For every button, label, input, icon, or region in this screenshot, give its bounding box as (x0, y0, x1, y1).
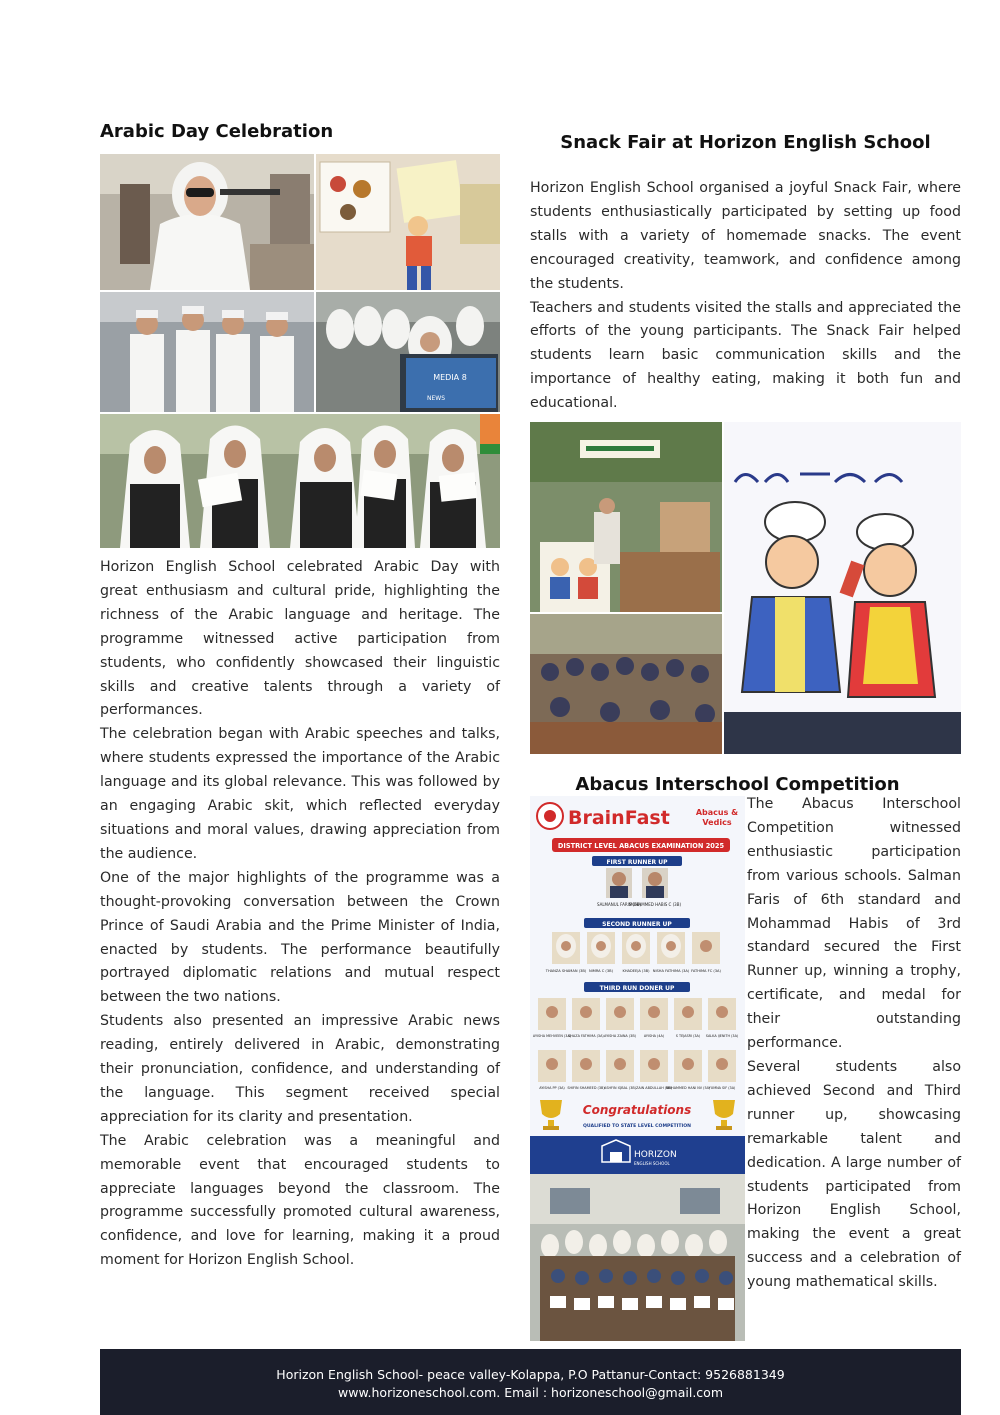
abacus-paragraph: Several students also achieved Second and Third runner up, showcasing remarkable talent and dedication. A large number of students participated from Horizon English School, making the event a great success and a celebration of young mathematical skills. (747, 1058, 961, 1291)
arabic-paragraph: Horizon English School celebrated Arabic Day with great enthusiasm and cultural pride, highlighting the richness of the Arabic language and heritage. The programme witnessed active participation from students, who confidently showcased their linguistic skills and creative talents through a variety of performances. (100, 559, 500, 719)
arabic-paragraph: The celebration began with Arabic speeches and talks, where students expressed the importance of the Arabic language and its global relevance. This was followed by an engaging Arabic skit, which reflected everyday situations and moral values, drawing appreciation from the audience. (100, 726, 500, 862)
poster-exam-title: DISTRICT LEVEL ABACUS EXAMINATION 2025 (557, 842, 725, 850)
news-screen-sub: NEWS (426, 395, 446, 402)
second-name: THANZA SHAMAN (3B) (545, 969, 587, 973)
third-name: SHIFIN SHAMEED (3B) (567, 1086, 605, 1090)
third-name: AYISHA ZAINA (3B) (604, 1034, 636, 1038)
arabic-paragraph: One of the major highlights of the programme was a thought-provoking conversation between the Crown Prince of Saudi Arabia and the Prime Minister of India, enacted by students. The performance beautifully portrayed diplomatic relations and mutual respect between the two nations. (100, 869, 500, 1006)
arabic-body (100, 556, 500, 1273)
snack-title: Snack Fair at Horizon English School (560, 132, 931, 153)
third-name: ZAIN ABDULLAH (3B) (636, 1086, 672, 1090)
first-name: MOHAMMED HABIS C (3B) (628, 902, 682, 907)
abacus-poster (530, 796, 745, 1341)
third-name: SALKA IJENITH (3A) (705, 1034, 739, 1038)
arabic-paragraph: Students also presented an impressive Arabic news reading, entirely delivered in Arabic, demonstrating their pronunciation, confidence, and understanding of the language. This segment received special appreciation for its clarity and presentation. (100, 1013, 500, 1125)
arabic-day-collage (100, 154, 500, 548)
poster-second-label: SECOND RUNNER UP (602, 921, 672, 928)
poster-school-sub: ENGLISH SCHOOL (634, 1161, 670, 1166)
snack-body (530, 177, 961, 416)
abacus-title: Abacus Interschool Competition (575, 774, 900, 795)
second-name: FATHIMA FC (3A) (691, 969, 721, 973)
third-name: AYISHA MEHVEEN (3A) (532, 1034, 572, 1038)
poster-congrats: Congratulations (582, 1103, 692, 1117)
poster-qualified: QUALIFIED TO STATE LEVEL COMPETITION (583, 1124, 691, 1129)
news-screen-text: MEDIA 8 (433, 373, 467, 382)
first-name: SALMANUL FARIS (6B) (596, 902, 642, 907)
second-name: NIMRA C (3B) (588, 969, 614, 973)
third-name: S TEJASRI (3A) (675, 1034, 701, 1038)
third-name: YUMNA SIF (3A) (708, 1086, 736, 1090)
poster-school: HORIZON (634, 1150, 677, 1160)
third-name: AYISHA (4A) (643, 1034, 665, 1038)
footer-address: Horizon English School- peace valley-Kolappa, P.O Pattanur-Contact: 9526881349 (276, 1367, 785, 1382)
third-name: ASHFIN IQBAL (3B) (604, 1086, 636, 1090)
poster-brand-tag-1: Abacus & (695, 808, 739, 817)
footer (100, 1349, 961, 1415)
abacus-paragraph: The Abacus Interschool Competition witnessed enthusiastic participation from various schools. Salman Faris of 6th standard and Mohammad Habis of 3rd standard secured the First Runner up, winning a trophy, certificate, and medal for their outstanding performance. (747, 796, 961, 1052)
poster-third-label: THIRD RUN DONER UP (599, 985, 675, 992)
arabic-title: Arabic Day Celebration (100, 121, 334, 142)
poster-brand-tag-2: Vedics (702, 818, 732, 827)
snack-paragraph: Teachers and students visited the stalls and appreciated the efforts of the young participants. The Snack Fair helped students learn basic communication skills and the importance of healthy eating, making it both fun and educational. (530, 299, 961, 412)
arabic-paragraph: The Arabic celebration was a meaningful and memorable event that encouraged students to appreciate languages beyond the classroom. The programme successfully promoted cultural awareness, confidence, and love for learning, making it a proud moment for Horizon English School. (100, 1132, 500, 1269)
footer-contact: www.horizoneschool.com. Email : horizoneschool@gmail.com (338, 1385, 723, 1400)
third-name: SHAZA FATHIMA (3A) (568, 1034, 604, 1038)
third-name: MUHAMMED HANI NV (5A) (665, 1086, 711, 1090)
poster-brand: BrainFast (568, 807, 670, 829)
second-name: KHADEEJA (3B) (622, 969, 650, 973)
abacus-body (747, 793, 961, 1295)
snack-fair-collage (530, 422, 961, 754)
poster-first-label: FIRST RUNNER UP (606, 859, 668, 866)
third-name: AYISHA PP (3A) (539, 1086, 565, 1090)
snack-paragraph: Horizon English School organised a joyful Snack Fair, where students enthusiastically participated by setting up food stalls with a variety of homemade snacks. The event encouraged creativity, teamwork, and confidence among the students. (530, 180, 961, 292)
second-name: NISHA FATHIMA (3A) (652, 969, 690, 973)
